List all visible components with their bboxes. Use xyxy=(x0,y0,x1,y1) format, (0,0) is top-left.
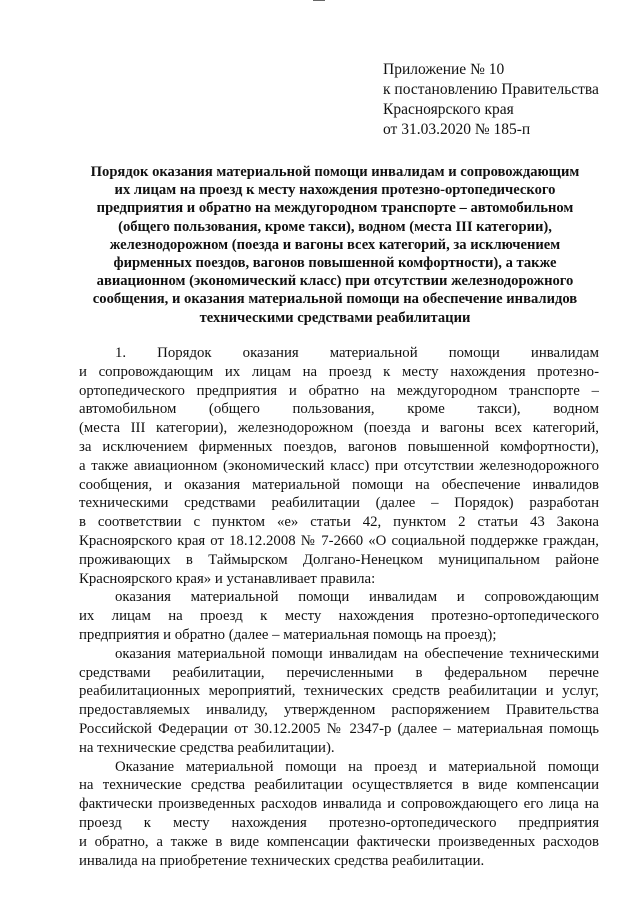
title-line: предприятия и обратно на междугородном транспорте – автомобильном xyxy=(96,200,574,217)
body-line: проживающих в Таймырском Долгано-Ненецком муниципальном районе xyxy=(79,551,599,568)
title-line: фирменных поездов, вагонов повышенной комфортности), а также xyxy=(113,255,557,272)
title-line: железнодорожном (поезда и вагоны всех категорий, за исключением xyxy=(109,236,561,253)
title-line: авиационном (экономический класс) при отсутствии железнодорожного xyxy=(96,273,574,290)
body-line: сообщения, и оказания материальной помощи на обеспечение инвалидов xyxy=(79,476,599,493)
body-line: проезд к месту нахождения протезно-ортопедического предприятия xyxy=(79,814,599,831)
body-line: на технические средства реабилитации). xyxy=(79,739,335,756)
body-line: автомобильном (общего пользования, кроме такси), водном xyxy=(79,401,599,418)
body-line: и обратно, а также в виде компенсации фактически произведенных расходов xyxy=(79,833,599,850)
body-line: оказания материальной помощи инвалидам на обеспечение техническими xyxy=(115,645,599,662)
body-line: 1. Порядок оказания материальной помощи инвалидам xyxy=(115,345,599,361)
body-line: Красноярского края от 18.12.2008 № 7-2660 «О социальной поддержке граждан, xyxy=(79,532,599,549)
title-line: Порядок оказания материальной помощи инвалидам и сопровождающим xyxy=(90,164,580,180)
body-line: средствами реабилитации, перечисленными в федеральном перечне xyxy=(79,664,599,681)
title-line: техническими средствами реабилитации xyxy=(199,309,471,326)
title-line: их лицам на проезд к месту нахождения протезно-ортопедического xyxy=(114,182,556,199)
title-line: (общего пользования, кроме такси), водном (места III категории), xyxy=(118,218,552,235)
body-line: Оказание материальной помощи на проезд и материальной помощи xyxy=(115,758,599,775)
document-body xyxy=(79,344,599,870)
body-line: ортопедического предприятия и обратно на междугородном транспорте – xyxy=(79,382,599,399)
document-title xyxy=(70,163,600,327)
body-line: инвалида на приобретение технических средства реабилитации. xyxy=(79,852,485,869)
body-line: в соответствии с пунктом «е» статьи 42, пунктом 2 статьи 43 Закона xyxy=(79,514,599,531)
body-line: Российской Федерации от 30.12.2005 № 2347-р (далее – материальная помощь xyxy=(79,720,599,737)
body-line: на технические средства реабилитации осуществляется в виде компенсации xyxy=(79,777,599,794)
appendix-line: от 31.03.2020 № 185-п xyxy=(383,121,531,138)
appendix-block xyxy=(383,60,633,140)
appendix-line: Красноярского края xyxy=(383,101,514,118)
body-line: их лицам на проезд к месту нахождения протезно-ортопедического xyxy=(79,608,599,625)
appendix-line: Приложение № 10 xyxy=(383,61,505,78)
body-line: и сопровождающим их лицам на проезд к месту нахождения протезно- xyxy=(79,363,599,380)
body-line: за исключением фирменных поездов, вагонов повышенной комфортности), xyxy=(79,438,599,455)
body-line: фактически произведенных расходов инвалида и сопровождающего его лица на xyxy=(79,796,599,813)
body-line: а также авиационном (экономический класс) при отсутствии железнодорожного xyxy=(79,457,599,474)
title-line: сообщения, и оказания материальной помощи на обеспечение инвалидов xyxy=(92,291,578,308)
appendix-line: к постановлению Правительства xyxy=(383,81,599,98)
body-line: предоставляемых инвалиду, утвержденном распоряжением Правительства xyxy=(79,702,599,719)
body-line: предприятия и обратно (далее – материальная помощь на проезд); xyxy=(79,626,497,643)
body-line: (места III категории), железнодорожном (поезда и вагоны всех категорий, xyxy=(79,420,599,437)
body-line: реабилитационных мероприятий, технических средств реабилитации и услуг, xyxy=(79,683,599,700)
page-edge-mark xyxy=(313,0,325,1)
body-line: оказания материальной помощи инвалидам и сопровождающим xyxy=(115,589,599,606)
body-line: техническими средствами реабилитации (далее – Порядок) разработан xyxy=(79,495,599,512)
body-line: Красноярского края» и устанавливает правила: xyxy=(79,570,376,587)
